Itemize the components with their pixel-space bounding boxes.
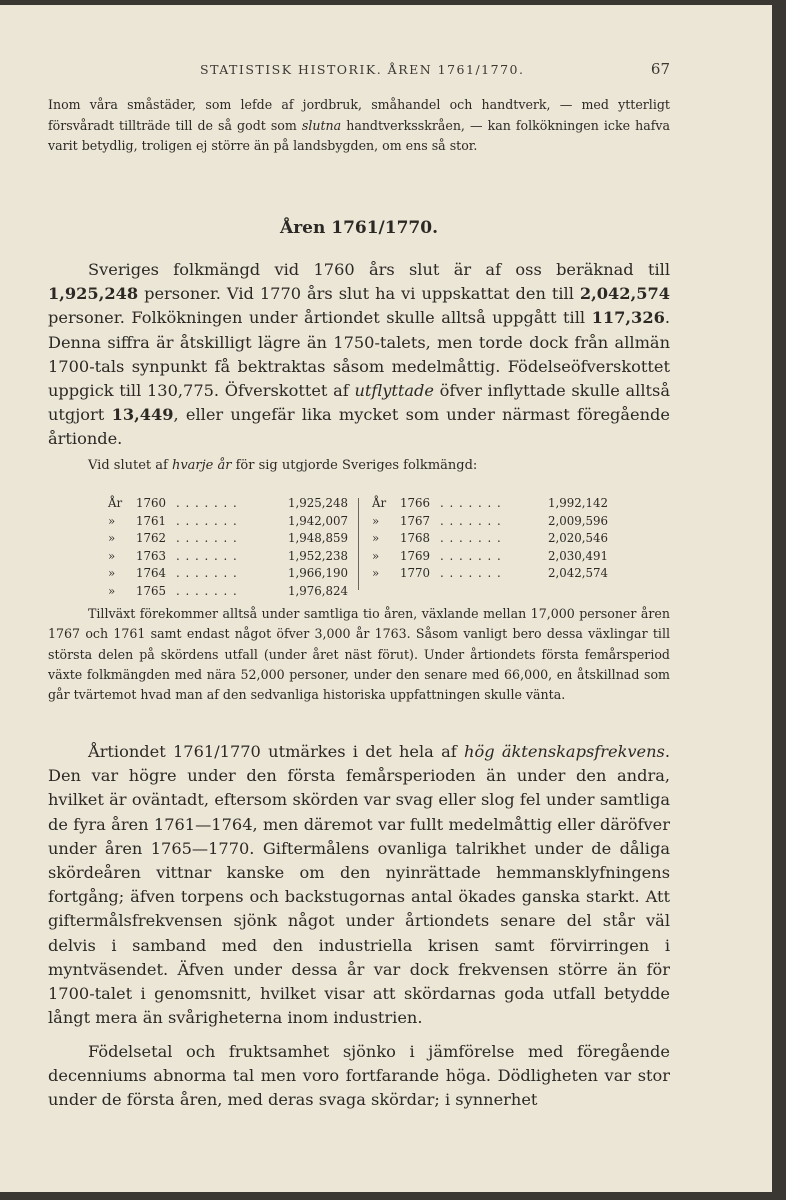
p1-bold-3: 117,326 (591, 308, 665, 328)
row-value: 1,976,824 (287, 583, 348, 598)
p2-italic-1: hög äktenskapsfrekvens (464, 742, 665, 761)
row-value: 1,942,007 (287, 513, 348, 528)
row-dots: . . . . . . . (176, 496, 238, 510)
row-year: 1762 (136, 531, 167, 546)
p1-bold-2: 2,042,574 (579, 284, 670, 304)
row-label: » (372, 548, 380, 563)
p1-text-2: personer. Vid 1770 års slut ha vi uppskattat den till (138, 284, 580, 304)
p3-text: Födelsetal och fruktsamhet sjönko i jämförelse med föregående decenniums abnorma tal men voro fortfarande höga. Dödligheten var stor under de första åren, med deras svaga skördar; i synnerhet (48, 1042, 670, 1110)
caption-text-1: Vid slutet af (88, 458, 172, 473)
caption-italic: hvarje år (171, 458, 232, 473)
row-label: År (108, 496, 123, 510)
row-value: 2,020,546 (547, 531, 608, 546)
intro-paragraph (48, 95, 670, 157)
table-row (372, 513, 608, 531)
row-label: » (108, 583, 116, 598)
table-row (108, 495, 348, 513)
row-value: 1,966,190 (287, 566, 348, 581)
intro-text-1: Inom våra småstäder, som lefde af jordbruk, småhandel och handtverk, — med ytterligt försvåradt tillträde till de så godt som (48, 97, 670, 133)
table-row (372, 548, 608, 566)
row-value: 1,948,859 (287, 531, 348, 546)
row-value: 2,042,574 (547, 566, 608, 581)
table-row (372, 565, 608, 583)
table-caption (88, 458, 477, 473)
p1-italic-1: utflyttade (354, 381, 434, 401)
row-value: 1,952,238 (287, 548, 348, 563)
p1-text-5: öfver inflyttade skulle alltså utgjort (48, 381, 670, 425)
row-dots: . . . . . . . (440, 548, 502, 563)
paragraph-births (48, 1040, 670, 1113)
section-heading: Åren 1761/1770. (280, 218, 438, 238)
header-title: STATISTISK HISTORIK. ÅREN 1761/1770. (200, 62, 525, 77)
table-row (372, 495, 608, 513)
growth-paragraph (48, 604, 670, 705)
population-table-right (372, 495, 608, 583)
row-year: 1766 (400, 496, 431, 510)
paragraph-population (48, 258, 670, 452)
row-label: » (108, 531, 116, 546)
row-label: » (372, 513, 380, 528)
row-year: 1767 (400, 513, 431, 528)
row-value: 2,009,596 (547, 513, 608, 528)
population-table-left (108, 495, 348, 601)
row-label: » (372, 531, 380, 546)
row-year: 1761 (136, 513, 167, 528)
row-dots: . . . . . . . (176, 513, 238, 528)
table-row (108, 583, 348, 601)
p1-text-4: . Denna siffra är åtskilligt lägre än 1750-talets, men torde dock från allmän 1700-tals synpunkt få bektraktas såsom medelmåttig. Födelseöfverskottet uppgick till 130,775. Öfverskottet af (48, 308, 670, 401)
table-divider (358, 498, 359, 590)
row-dots: . . . . . . . (176, 583, 238, 598)
row-value: 2,030,491 (547, 548, 608, 563)
table-row (372, 530, 608, 548)
table-row (108, 565, 348, 583)
row-label: » (108, 566, 116, 581)
row-year: 1768 (400, 531, 431, 546)
row-dots: . . . . . . . (440, 566, 502, 581)
p2-text-2: . Den var högre under den första femårsperioden än under den andra, hvilket är oväntadt, eftersom skörden var svag eller slog fel under samtliga de fyra åren 1761—1764, men däremot var fullt medelmåttig eller däröfver under åren 1765—1770. Giftermålens ovanliga talrikhet under de dåliga skördeåren vittnar kanske om den nyinrättade hemmansklyfningens fortgång; äfven torpens och backstugornas antal ökades ganska starkt. Att giftermålsfrekvensen sjönk något under årtiondets senare del står väl delvis i samband med den industriella krisen samt förvirringen i myntväsendet. Äfven under dessa år var dock frekvensen större än för 1700-talet i genomsnitt, hvilket visar att skördarnas goda utfall betydde långt mera än svårigheterna inom industrien. (48, 742, 670, 1028)
row-value: 1,925,248 (287, 496, 348, 510)
row-label: » (372, 566, 380, 581)
p1-text-3: personer. Folkökningen under årtiondet skulle alltså uppgått till (48, 308, 592, 328)
p1-text-6: , eller ungefär lika mycket som under närmast föregående årtionde. (48, 405, 670, 449)
row-dots: . . . . . . . (176, 531, 238, 546)
row-dots: . . . . . . . (176, 548, 238, 563)
row-year: 1769 (400, 548, 431, 563)
growth-text: Tillväxt förekommer alltså under samtliga tio åren, växlande mellan 17,000 personer åren 1767 och 1761 samt endast något öfver 3,000 år 1763. Såsom vanligt bero dessa växlingar till största delen på skördens utfall (under året näst förut). Under årtiondets första femårsperiod växte folkmängden med nära 52,000 personer, under den senare med 66,000, en åtskillnad som går tvärtemot hvad man af den sedvanliga historiska uppfattningen skulle vänta. (48, 606, 670, 703)
p1-text-1: Sveriges folkmängd vid 1760 års slut är af oss beräknad till (88, 260, 670, 279)
row-year: 1763 (136, 548, 167, 563)
row-year: 1765 (136, 583, 167, 598)
row-dots: . . . . . . . (440, 531, 502, 546)
paragraph-marriage (48, 740, 670, 1030)
row-year: 1770 (400, 566, 431, 581)
intro-text-2: handtverksskråen, — kan folkökningen icke hafva varit betydlig, troligen ej större än på landsbygden, om ens så stor. (48, 117, 670, 153)
row-year: 1764 (136, 566, 167, 581)
p1-bold-1: 1,925,248 (48, 284, 139, 304)
top-edge (0, 0, 772, 5)
row-dots: . . . . . . . (440, 496, 502, 510)
table-row (108, 548, 348, 566)
row-label: År (372, 496, 387, 510)
row-value: 1,992,142 (547, 496, 608, 510)
table-row (108, 530, 348, 548)
row-label: » (108, 513, 116, 528)
table-row (108, 513, 348, 531)
intro-italic: slutna (301, 117, 342, 133)
row-year: 1760 (136, 496, 167, 510)
row-label: » (108, 548, 116, 563)
row-dots: . . . . . . . (176, 566, 238, 581)
row-dots: . . . . . . . (440, 513, 502, 528)
page-number: 67 (650, 60, 670, 78)
p2-text-1: Årtiondet 1761/1770 utmärkes i det hela af (88, 742, 465, 761)
caption-text-2: för sig utgjorde Sveriges folkmängd: (231, 458, 478, 473)
p1-bold-4: 13,449 (111, 405, 174, 425)
